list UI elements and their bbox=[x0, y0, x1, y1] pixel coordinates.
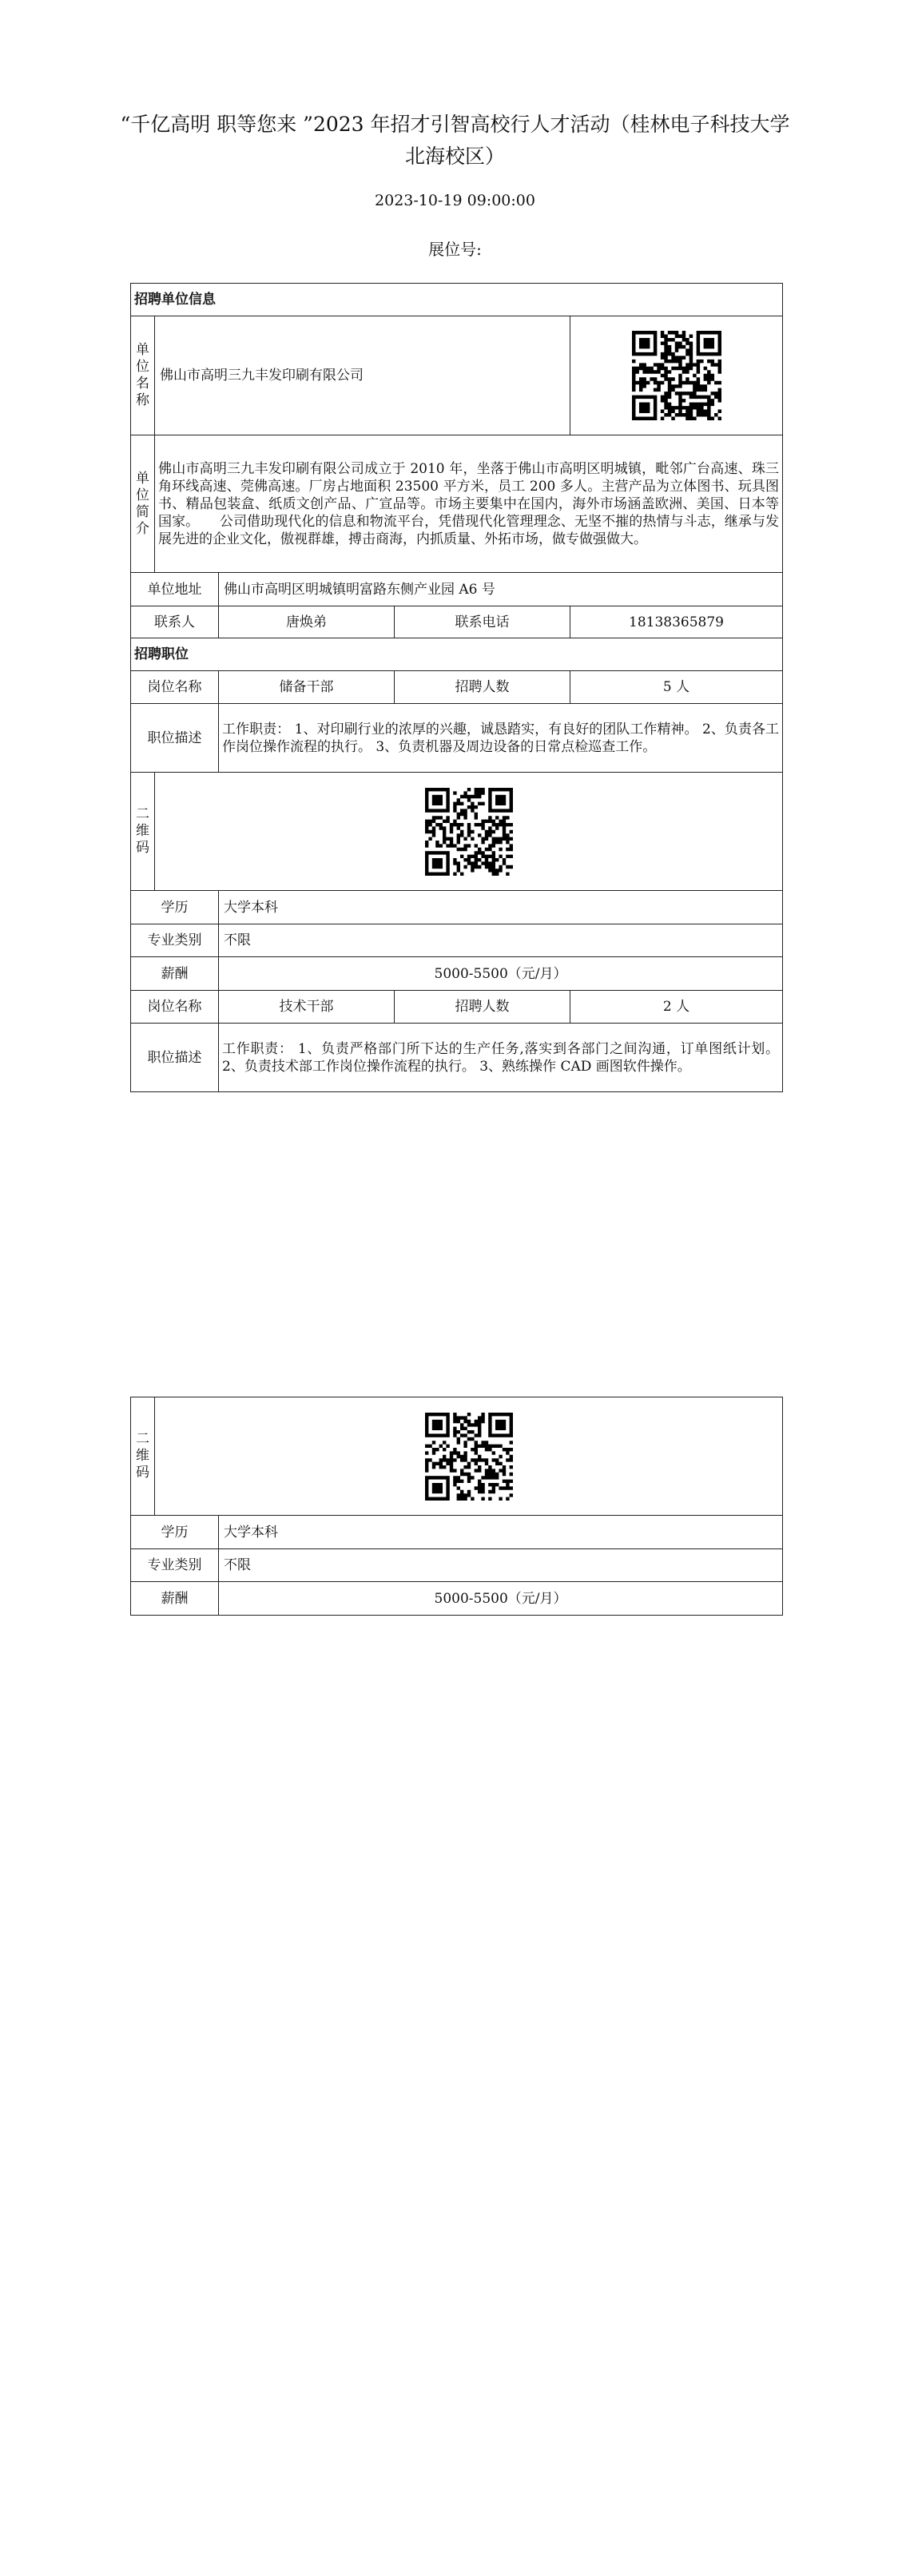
qrcode-icon bbox=[632, 331, 721, 420]
salary-row bbox=[131, 1582, 783, 1616]
position-header-row bbox=[131, 671, 783, 704]
company-section-title: 招聘单位信息 bbox=[131, 284, 783, 316]
company-name-label: 单位名称 bbox=[131, 316, 155, 435]
positions-section-title: 招聘职位 bbox=[131, 638, 783, 671]
headcount-label: 招聘人数 bbox=[395, 671, 570, 704]
position-description: 工作职责： 1、对印刷行业的浓厚的兴趣，诚恳踏实，有良好的团队工作精神。 2、负责各工作岗位操作流程的执行。 3、负责机器及周边设备的日常点检巡查工作。 bbox=[219, 704, 783, 773]
position-name: 技术干部 bbox=[219, 991, 395, 1024]
salary-label: 薪酬 bbox=[131, 1582, 219, 1616]
booth-number-label: 展位号: bbox=[428, 240, 482, 259]
salary-label: 薪酬 bbox=[131, 957, 219, 991]
page-2 bbox=[0, 1288, 910, 2576]
contact-phone: 18138365879 bbox=[570, 606, 783, 638]
position-qrcode-row bbox=[131, 773, 783, 891]
position-headcount: 2 人 bbox=[570, 991, 783, 1024]
qrcode-label: 二维码 bbox=[131, 773, 155, 891]
position-description-row bbox=[131, 704, 783, 773]
recruitment-table-continued bbox=[130, 1397, 783, 1616]
position-qrcode[interactable] bbox=[155, 773, 783, 891]
company-intro: 佛山市高明三九丰发印刷有限公司成立于 2010 年，坐落于佛山市高明区明城镇，毗邻广台高速、珠三角环线高速、莞佛高速。厂房占地面积 23500 平方米，员工 200 多人。主营产品为立体图书、玩具图书、精品包装盒、纸质文创产品、广宣品等。市场主要集中在国内，海外市场涵盖欧洲、美国、日本等国家。 公司借助现代化的信息和物流平台，凭借现代化管理理念、无坚不摧的热情与斗志，继承与发展先进的企业文化，傲视群雄，搏击商海，内抓质量、外拓市场，做专做强做大。 bbox=[155, 435, 783, 573]
education-label: 学历 bbox=[131, 891, 219, 924]
company-address: 佛山市高明区明城镇明富路东侧产业园 A6 号 bbox=[219, 573, 783, 606]
qrcode-icon bbox=[425, 788, 513, 876]
education-label: 学历 bbox=[131, 1516, 219, 1549]
education-row bbox=[131, 891, 783, 924]
positions-section-row bbox=[131, 638, 783, 671]
contact-label: 联系人 bbox=[131, 606, 219, 638]
document-title: “千亿高明 职等您来 ”2023 年招才引智高校行人才活动（桂林电子科技大学北海校区） bbox=[120, 113, 790, 168]
qrcode-icon bbox=[425, 1413, 513, 1501]
position-salary: 5000-5500（元/月） bbox=[219, 957, 783, 991]
company-qrcode[interactable] bbox=[570, 316, 783, 435]
company-intro-label: 单位简介 bbox=[131, 435, 155, 573]
major-label: 专业类别 bbox=[131, 1549, 219, 1582]
position-name-label: 岗位名称 bbox=[131, 991, 219, 1024]
company-address-row bbox=[131, 573, 783, 606]
description-label: 职位描述 bbox=[131, 704, 219, 773]
major-row bbox=[131, 924, 783, 957]
position-name-label: 岗位名称 bbox=[131, 671, 219, 704]
position-description-row bbox=[131, 1024, 783, 1092]
contact-name: 唐焕弟 bbox=[219, 606, 395, 638]
position-qrcode-row bbox=[131, 1397, 783, 1516]
company-intro-row bbox=[131, 435, 783, 573]
event-datetime: 2023-10-19 09:00:00 bbox=[375, 192, 535, 209]
position-header-row bbox=[131, 991, 783, 1024]
position-headcount: 5 人 bbox=[570, 671, 783, 704]
education-row bbox=[131, 1516, 783, 1549]
salary-row bbox=[131, 957, 783, 991]
position-education: 大学本科 bbox=[219, 891, 783, 924]
position-qrcode[interactable] bbox=[155, 1397, 783, 1516]
position-major: 不限 bbox=[219, 1549, 783, 1582]
phone-label: 联系电话 bbox=[395, 606, 570, 638]
company-name: 佛山市高明三九丰发印刷有限公司 bbox=[155, 316, 570, 435]
major-label: 专业类别 bbox=[131, 924, 219, 957]
position-salary: 5000-5500（元/月） bbox=[219, 1582, 783, 1616]
position-description: 工作职责： 1、负责严格部门所下达的生产任务,落实到各部门之间沟通，订单图纸计划。 2、负责技术部工作岗位操作流程的执行。 3、熟练操作 CAD 画图软件操作。 bbox=[219, 1024, 783, 1092]
headcount-label: 招聘人数 bbox=[395, 991, 570, 1024]
recruitment-table bbox=[130, 283, 783, 1092]
address-label: 单位地址 bbox=[131, 573, 219, 606]
major-row bbox=[131, 1549, 783, 1582]
company-section-row bbox=[131, 284, 783, 316]
position-name: 储备干部 bbox=[219, 671, 395, 704]
position-education: 大学本科 bbox=[219, 1516, 783, 1549]
contact-row bbox=[131, 606, 783, 638]
qrcode-label: 二维码 bbox=[131, 1397, 155, 1516]
position-major: 不限 bbox=[219, 924, 783, 957]
company-name-row bbox=[131, 316, 783, 435]
description-label: 职位描述 bbox=[131, 1024, 219, 1092]
